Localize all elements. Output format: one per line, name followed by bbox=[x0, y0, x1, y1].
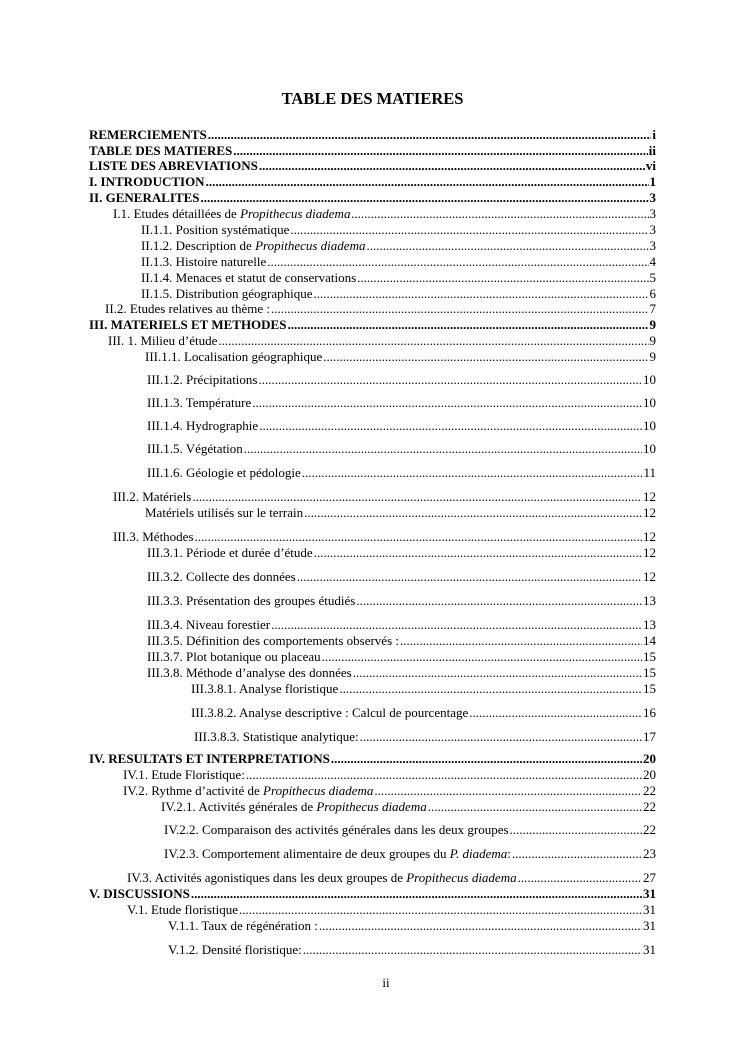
toc-page-number: 12 bbox=[643, 569, 656, 584]
toc-leader-dots bbox=[400, 633, 642, 649]
toc-entry-title: III.1.1. Localisation géographique bbox=[145, 349, 323, 364]
toc-page-number: 27 bbox=[643, 870, 656, 885]
toc-entry bbox=[123, 783, 656, 799]
toc-entry-title: IV.3. Activités agonistiques dans les deux groupes de Propithecus diadema bbox=[127, 870, 517, 885]
toc-entry-title: III.1.6. Géologie et pédologie bbox=[147, 465, 301, 480]
toc-entry bbox=[127, 902, 656, 918]
toc-leader-dots bbox=[357, 270, 648, 286]
toc-entry bbox=[147, 441, 656, 457]
toc-entry-title: IV.1. Etude Floristique: bbox=[123, 767, 245, 782]
toc-entry-title: III. MATERIELS ET METHODES bbox=[89, 317, 287, 332]
toc-leader-dots bbox=[201, 190, 649, 206]
toc-page-number: i bbox=[652, 127, 656, 142]
toc-entry bbox=[113, 206, 656, 222]
toc-entry-title: II. GENERALITES bbox=[89, 190, 200, 205]
toc-page-number: 22 bbox=[643, 783, 656, 798]
toc-entry-title: IV.2. Rythme d’activité de Propithecus diadema bbox=[123, 783, 374, 798]
toc-entry bbox=[164, 846, 656, 862]
toc-entry-title: III.3.8.1. Analyse floristique bbox=[191, 681, 339, 696]
toc-leader-dots bbox=[258, 372, 642, 388]
toc-page-number: 16 bbox=[643, 705, 656, 720]
toc-entry-title: III.3.1. Période et durée d’étude bbox=[147, 545, 313, 560]
toc-page-number: 10 bbox=[643, 395, 656, 410]
toc-entry bbox=[145, 505, 656, 521]
toc-page-number: 23 bbox=[643, 846, 656, 861]
toc-leader-dots bbox=[239, 902, 642, 918]
toc-page-number: 22 bbox=[643, 822, 656, 837]
toc-page-number: 3 bbox=[649, 206, 656, 221]
toc-leader-dots bbox=[302, 465, 643, 481]
toc-entry bbox=[191, 705, 656, 721]
toc-page-number: 31 bbox=[643, 918, 656, 933]
toc-page-number: 11 bbox=[643, 465, 656, 480]
page-title: TABLE DES MATIERES bbox=[281, 89, 464, 108]
toc-leader-dots bbox=[206, 174, 649, 190]
toc-page-number: 31 bbox=[643, 886, 656, 901]
toc-entry bbox=[194, 729, 656, 745]
toc-entry bbox=[141, 238, 656, 254]
toc-entry bbox=[147, 418, 656, 434]
toc-leader-dots bbox=[244, 441, 642, 457]
toc-entry bbox=[147, 593, 656, 609]
toc-entry-title: III.3.3. Présentation des groupes étudiés bbox=[147, 593, 356, 608]
toc-page-number: 12 bbox=[643, 529, 656, 544]
toc-entry bbox=[89, 886, 656, 902]
toc-entry-title: Matériels utilisés sur le terrain bbox=[145, 505, 304, 520]
toc-entry-title: IV.2.2. Comparaison des activités générales dans les deux groupes bbox=[164, 822, 509, 837]
toc-leader-dots bbox=[195, 529, 642, 545]
toc-page-number: 31 bbox=[643, 902, 656, 917]
toc-entry bbox=[164, 822, 656, 838]
toc-entry bbox=[89, 190, 656, 206]
toc-leader-dots bbox=[314, 545, 642, 561]
toc-entry bbox=[113, 489, 656, 505]
toc-entry bbox=[147, 617, 656, 633]
toc-page-number: 15 bbox=[643, 681, 656, 696]
toc-entry bbox=[147, 372, 656, 388]
toc-leader-dots bbox=[351, 206, 648, 222]
toc-leader-dots bbox=[218, 333, 648, 349]
toc-entry-title: III.2. Matériels bbox=[113, 489, 192, 504]
toc-entry-title: III.3.8. Méthode d’analyse des données bbox=[147, 665, 352, 680]
toc-entry-title: III.1.4. Hydrographie bbox=[147, 418, 259, 433]
toc-page-number: 10 bbox=[643, 441, 656, 456]
toc-entry bbox=[108, 333, 656, 349]
toc-page-number: 3 bbox=[649, 190, 656, 205]
toc-entry bbox=[168, 918, 656, 934]
toc-entry bbox=[105, 301, 656, 317]
toc-entry-title: II.1.5. Distribution géographique bbox=[141, 286, 313, 301]
toc-leader-dots bbox=[246, 767, 642, 783]
toc-page-number: 9 bbox=[649, 317, 656, 332]
toc-page-number: 13 bbox=[643, 593, 656, 608]
toc-leader-dots bbox=[271, 301, 649, 317]
toc-leader-dots bbox=[319, 918, 642, 934]
toc-entry bbox=[141, 254, 656, 270]
toc-entry bbox=[147, 465, 656, 481]
toc-page-number: 9 bbox=[649, 349, 656, 364]
toc-entry bbox=[127, 870, 656, 886]
toc-entry-title: III.3.2. Collecte des données bbox=[147, 569, 296, 584]
toc-leader-dots bbox=[191, 886, 642, 902]
toc-leader-dots bbox=[518, 870, 642, 886]
toc-leader-dots bbox=[366, 238, 648, 254]
toc-leader-dots bbox=[290, 222, 648, 238]
toc-entry-title: III.1.3. Température bbox=[147, 395, 252, 410]
toc-entry-title: III.3.5. Définition des comportements observés : bbox=[147, 633, 399, 648]
toc-entry bbox=[147, 395, 656, 411]
toc-entry-title: TABLE DES MATIERES bbox=[89, 143, 233, 158]
toc-entry bbox=[89, 143, 656, 159]
toc-page-number: 17 bbox=[643, 729, 656, 744]
toc-leader-dots bbox=[233, 143, 647, 159]
toc-entry-title: I. INTRODUCTION bbox=[89, 174, 205, 189]
toc-leader-dots bbox=[303, 942, 642, 958]
toc-leader-dots bbox=[510, 822, 642, 838]
toc-leader-dots bbox=[259, 158, 645, 174]
toc-entry-title: III.1.5. Végétation bbox=[147, 441, 243, 456]
toc-page-number: 4 bbox=[649, 254, 656, 269]
toc-entry-title: III. 1. Milieu d’étude bbox=[108, 333, 218, 348]
toc-leader-dots bbox=[252, 395, 642, 411]
toc-leader-dots bbox=[360, 729, 642, 745]
toc-entry-title: III.3.8.3. Statistique analytique: bbox=[194, 729, 359, 744]
toc-entry bbox=[147, 545, 656, 561]
toc-entry bbox=[141, 286, 656, 302]
toc-page-number: 13 bbox=[643, 617, 656, 632]
toc-entry bbox=[89, 158, 656, 174]
toc-leader-dots bbox=[428, 799, 642, 815]
toc-entry-title: V.1.2. Densité floristique: bbox=[168, 942, 302, 957]
toc-entry bbox=[89, 751, 656, 767]
toc-leader-dots bbox=[512, 846, 642, 862]
toc-entry bbox=[89, 174, 656, 190]
toc-page-number: 15 bbox=[643, 649, 656, 664]
toc-entry bbox=[147, 649, 656, 665]
toc-leader-dots bbox=[287, 317, 648, 333]
toc-entry-title: III.3.8.2. Analyse descriptive : Calcul de pourcentage bbox=[191, 705, 469, 720]
toc-leader-dots bbox=[304, 505, 642, 521]
toc-page-number: 7 bbox=[649, 301, 656, 316]
toc-entry bbox=[123, 767, 656, 783]
toc-entry bbox=[147, 633, 656, 649]
toc-page-number: 20 bbox=[643, 751, 656, 766]
toc-page-number: 3 bbox=[649, 222, 656, 237]
toc-entry-title: LISTE DES ABREVIATIONS bbox=[89, 158, 258, 173]
toc-entry bbox=[141, 222, 656, 238]
toc-entry-title: IV. RESULTATS ET INTERPRETATIONS bbox=[89, 751, 330, 766]
toc-entry-title: V.1. Etude floristique bbox=[127, 902, 238, 917]
toc-leader-dots bbox=[331, 751, 642, 767]
toc-entry bbox=[89, 127, 656, 143]
toc-entry-title: III.1.2. Précipitations bbox=[147, 372, 258, 387]
toc-entry-title: II.1.3. Histoire naturelle bbox=[141, 254, 267, 269]
toc-entry-title: V. DISCUSSIONS bbox=[89, 886, 190, 901]
toc-entry-title: III.3.7. Plot botanique ou placeau bbox=[147, 649, 321, 664]
toc-entry-title: REMERCIEMENTS bbox=[89, 127, 207, 142]
toc-leader-dots bbox=[271, 617, 642, 633]
toc-leader-dots bbox=[297, 569, 642, 585]
toc-leader-dots bbox=[267, 254, 648, 270]
toc-entry bbox=[168, 942, 656, 958]
toc-page-number: 10 bbox=[643, 372, 656, 387]
toc-entry-title: II.1.1. Position systématique bbox=[141, 222, 290, 237]
toc-entry-title: III.3.4. Niveau forestier bbox=[147, 617, 271, 632]
toc-entry-title: IV.2.1. Activités générales de Propithecus diadema bbox=[161, 799, 427, 814]
toc-entry-title: II.1.2. Description de Propithecus diadema bbox=[141, 238, 366, 253]
toc-entry bbox=[147, 569, 656, 585]
toc-entry-title: IV.2.3. Comportement alimentaire de deux groupes du P. diadema: bbox=[164, 846, 511, 861]
toc-entry-title: II.1.4. Menaces et statut de conservations bbox=[141, 270, 357, 285]
toc-leader-dots bbox=[323, 349, 648, 365]
toc-entry-title: I.1. Etudes détaillées de Propithecus diadema bbox=[113, 206, 351, 221]
toc-leader-dots bbox=[322, 649, 642, 665]
toc-page-number: 12 bbox=[643, 505, 656, 520]
page-number: ii bbox=[382, 975, 390, 990]
toc-page-number: 20 bbox=[643, 767, 656, 782]
toc-entry-title: V.1.1. Taux de régénération : bbox=[168, 918, 318, 933]
toc-leader-dots bbox=[259, 418, 642, 434]
toc-leader-dots bbox=[192, 489, 642, 505]
toc-entry bbox=[145, 349, 656, 365]
toc-page-number: 14 bbox=[643, 633, 656, 648]
toc-page-number: 12 bbox=[643, 545, 656, 560]
toc-entry-title: III.3. Méthodes bbox=[113, 529, 194, 544]
toc-page-number: 6 bbox=[649, 286, 656, 301]
toc-entry bbox=[113, 529, 656, 545]
toc-entry bbox=[147, 665, 656, 681]
toc-entry bbox=[161, 799, 656, 815]
toc-entry bbox=[191, 681, 656, 697]
toc-leader-dots bbox=[314, 286, 649, 302]
toc-page-number: ii bbox=[648, 143, 656, 158]
toc-page-number: 31 bbox=[643, 942, 656, 957]
toc-leader-dots bbox=[356, 593, 642, 609]
toc-page-number: 10 bbox=[643, 418, 656, 433]
toc-entry-title: II.2. Etudes relatives au thème : bbox=[105, 301, 270, 316]
toc-leader-dots bbox=[469, 705, 642, 721]
toc-page-number: 22 bbox=[643, 799, 656, 814]
toc-page-number: 3 bbox=[649, 238, 656, 253]
toc-page-number: 1 bbox=[649, 174, 656, 189]
toc-page-number: 12 bbox=[643, 489, 656, 504]
toc-page-number: 9 bbox=[649, 333, 656, 348]
toc-leader-dots bbox=[374, 783, 642, 799]
toc-leader-dots bbox=[339, 681, 642, 697]
toc-page-number: 15 bbox=[643, 665, 656, 680]
toc-entry bbox=[89, 317, 656, 333]
toc-page-number: vi bbox=[645, 158, 656, 173]
toc-leader-dots bbox=[208, 127, 652, 143]
toc-entry bbox=[141, 270, 656, 286]
toc-leader-dots bbox=[353, 665, 642, 681]
toc-page-number: 5 bbox=[649, 270, 656, 285]
